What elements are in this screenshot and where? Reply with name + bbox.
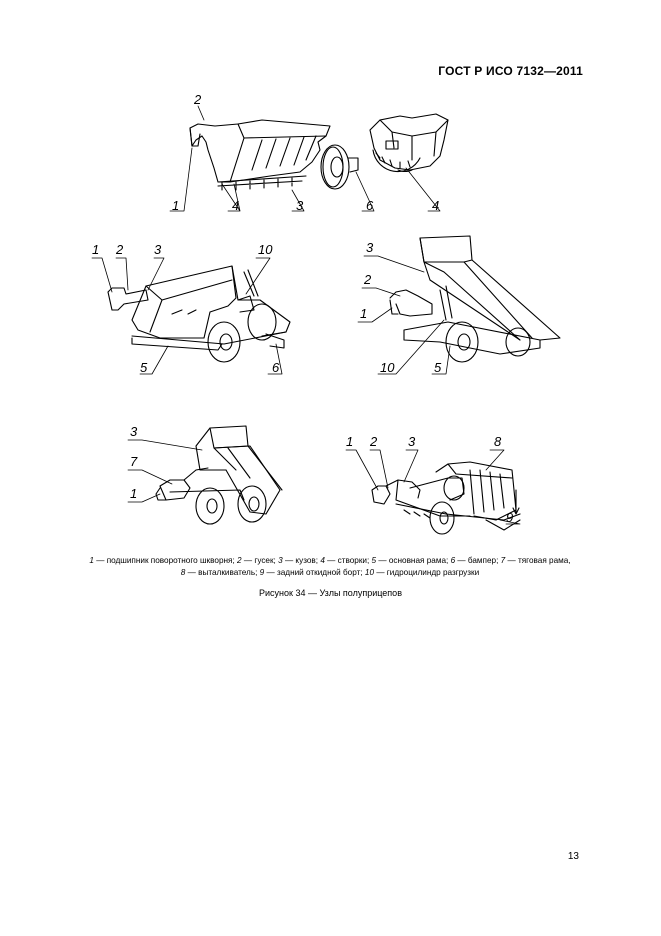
callout-b-1: 1 xyxy=(92,242,100,257)
legend-item: 2 — гусек; xyxy=(237,556,276,565)
legend-item: 1 — подшипник поворотного шкворня; xyxy=(89,556,235,565)
callout-b-2: 2 xyxy=(116,242,124,257)
page-number: 13 xyxy=(567,851,579,862)
figure-caption: Рисунок 34 — Узлы полуприцепов xyxy=(259,588,402,598)
callout-a-6: 6 xyxy=(366,198,374,213)
callout-b-3: 3 xyxy=(154,242,162,257)
callout-c-10: 10 xyxy=(380,360,395,375)
legend-item: 6 — бампер; xyxy=(450,556,499,565)
callout-e-9: 9 xyxy=(506,510,514,525)
callout-b-5: 5 xyxy=(140,360,148,375)
callout-e-8: 8 xyxy=(494,434,502,449)
figure-legend xyxy=(40,555,620,579)
callout-d-3: 3 xyxy=(130,424,138,439)
callout-a-1: 1 xyxy=(172,198,180,213)
callout-d-1: 1 xyxy=(130,486,138,501)
callout-c-5: 5 xyxy=(434,360,442,375)
drawing-a-side-view xyxy=(190,114,448,190)
drawing-d-tractor-frame xyxy=(156,426,282,524)
legend-item: 9 — задний откидной борт; xyxy=(259,568,363,577)
callout-d-7: 7 xyxy=(130,454,138,469)
document-standard-header: ГОСТ Р ИСО 7132—2011 xyxy=(438,64,583,78)
callout-b-6: 6 xyxy=(272,360,280,375)
callout-e-3: 3 xyxy=(408,434,416,449)
callout-a-4-right: 4 xyxy=(432,198,440,213)
callout-e-1: 1 xyxy=(346,434,354,449)
callout-e-2: 2 xyxy=(370,434,378,449)
callout-c-2: 2 xyxy=(364,272,372,287)
legend-item: 3 — кузов; xyxy=(278,556,319,565)
callout-c-3: 3 xyxy=(366,240,374,255)
callout-a-4-left: 4 xyxy=(232,198,240,213)
callout-b-10: 10 xyxy=(258,242,273,257)
callout-c-1: 1 xyxy=(360,306,368,321)
drawing-e-ejector-semitrailer xyxy=(372,462,520,534)
legend-item: 8 — выталкиватель; xyxy=(180,568,258,577)
legend-item: 10 — гидроцилиндр разгрузки xyxy=(364,568,480,577)
legend-item: 5 — основная рама; xyxy=(371,556,449,565)
drawing-b-tipping-semitrailer xyxy=(108,266,290,362)
legend-item: 4 — створки; xyxy=(320,556,370,565)
callout-a-2: 2 xyxy=(194,92,202,107)
drawing-c-raised-body xyxy=(390,236,560,362)
callout-a-3: 3 xyxy=(296,198,304,213)
legend-item: 7 — тяговая рама, xyxy=(500,556,571,565)
